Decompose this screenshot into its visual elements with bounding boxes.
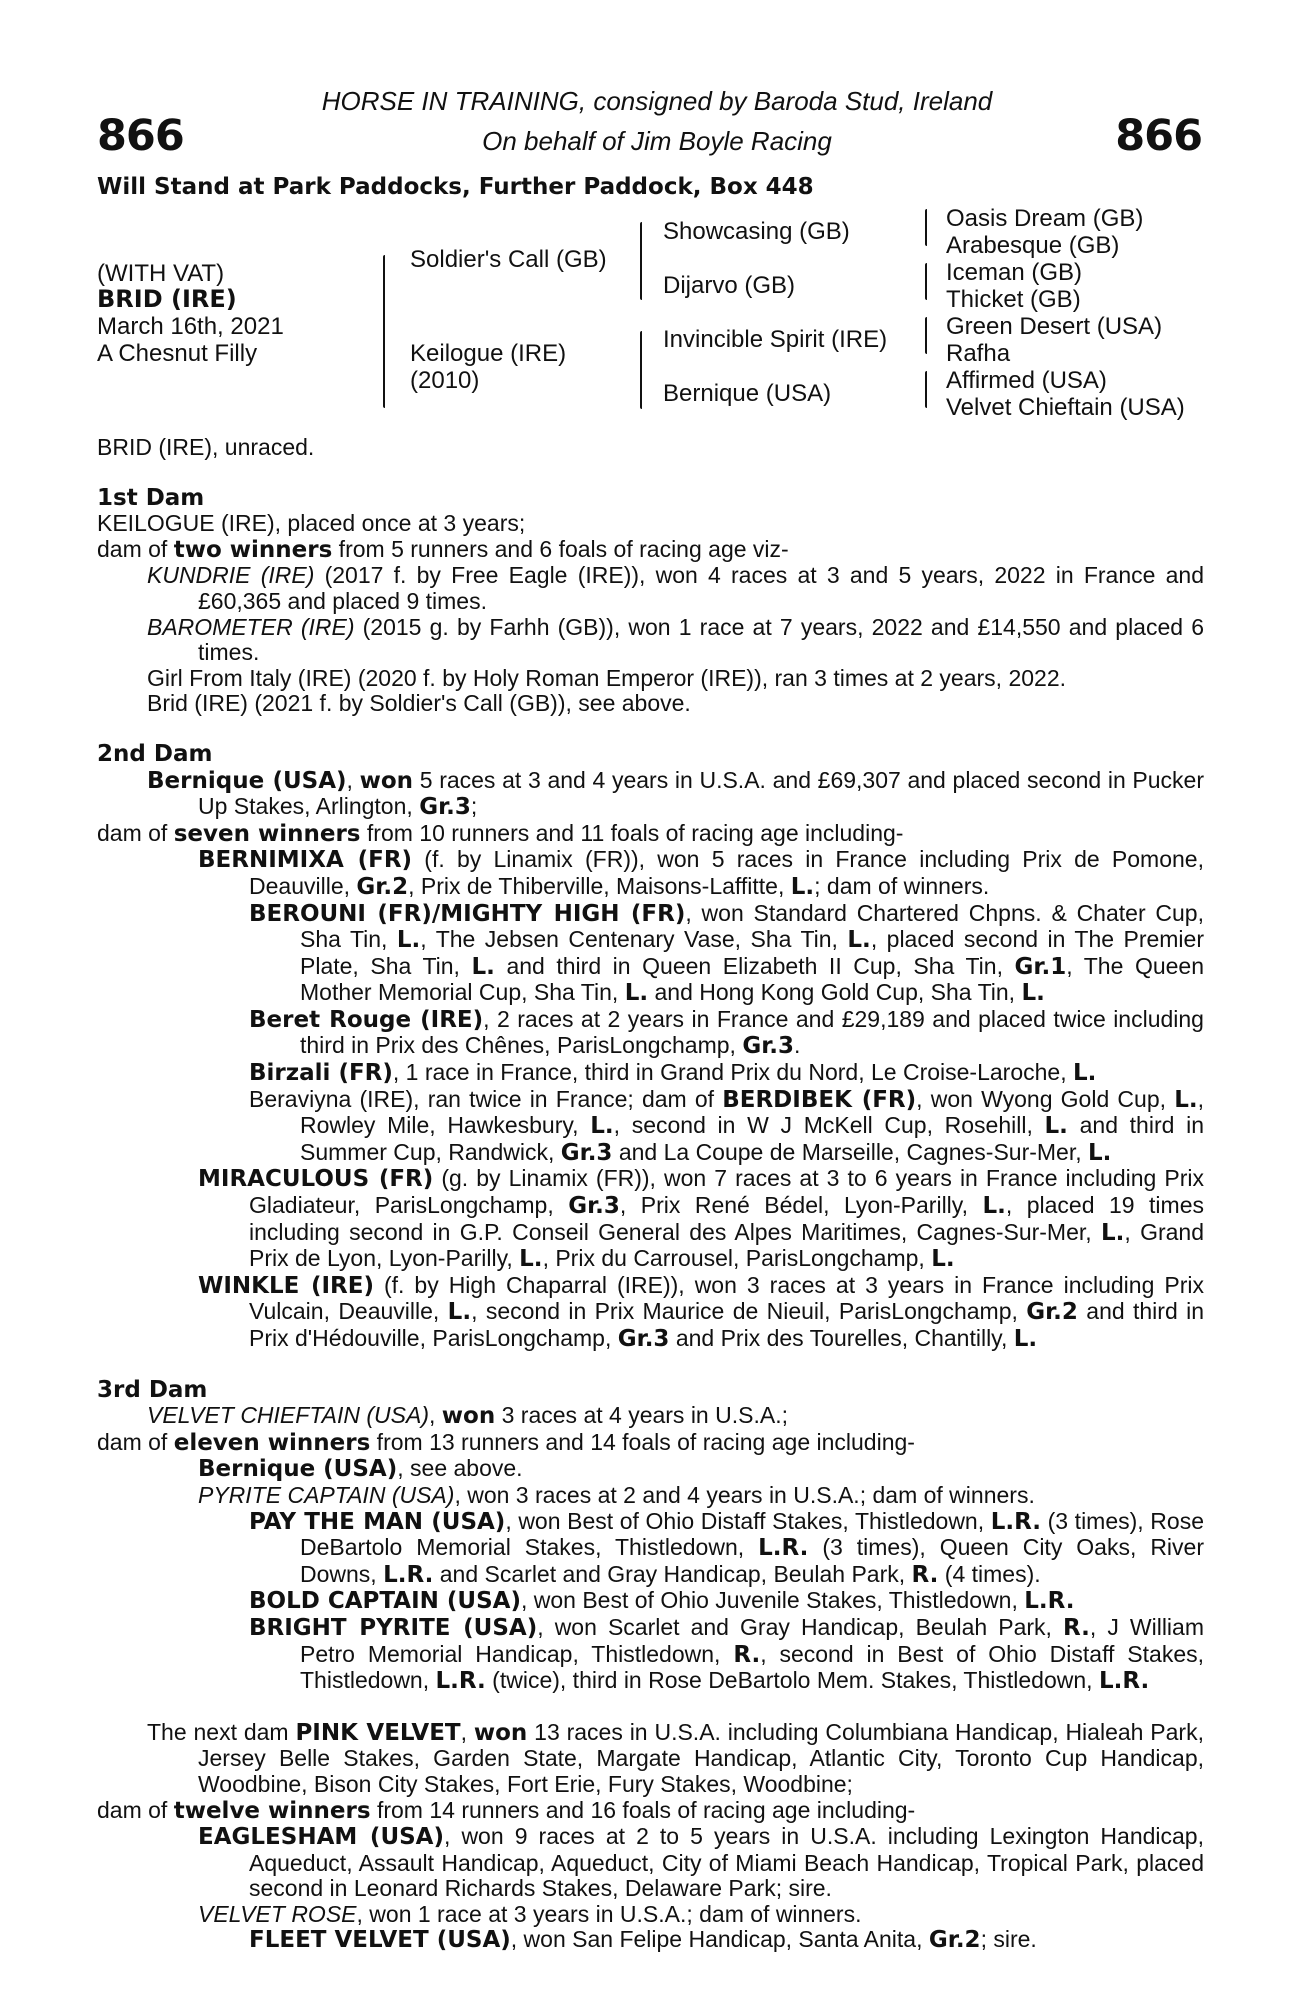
produce-bernique: Bernique (USA), see above. <box>198 1455 523 1483</box>
next-dam-produce-line: dam of twelve winners from 14 runners and 16 foals of racing age including- <box>97 1796 916 1824</box>
sire-sire: Showcasing (GB) <box>663 218 850 245</box>
sd-brace <box>925 263 927 300</box>
dam-dam: Bernique (USA) <box>663 380 832 407</box>
produce-pay-the-man: PAY THE MAN (USA), won Best of Ohio Distaff Stakes, Thistledown, L.R. (3 times), Rose DeBartolo Memorial Stakes, Thistledown, L.R. (3 times), Queen City Oaks, River Downs, L.R. and Scarlet and Gray Handicap, Beulah Park, R. (4 times). <box>249 1507 1204 1588</box>
second-dam-line: Bernique (USA), won 5 races at 3 and 4 years in U.S.A. and £69,307 and placed second in Pucker Up Stakes, Arlington, Gr.3; <box>147 766 1204 821</box>
ped-sds: Iceman (GB) <box>946 259 1083 286</box>
second-dam-produce-line: dam of seven winners from 10 runners and 11 foals of racing age including- <box>97 819 904 847</box>
unraced-line: BRID (IRE), unraced. <box>97 434 315 460</box>
ss-brace <box>925 209 927 246</box>
ped-ddd: Velvet Chieftain (USA) <box>946 394 1185 421</box>
first-dam-heading: 1st Dam <box>97 484 205 511</box>
produce-bright-pyrite: BRIGHT PYRITE (USA), won Scarlet and Gray Handicap, Beulah Park, R., J William Petro Memorial Handicap, Thistledown, R., second in Best of Ohio Distaff Stakes, Thistledown, L.R. (twice), third in Rose DeBartolo Mem. Stakes, Thistledown, L.R. <box>249 1613 1205 1695</box>
produce-berouni: BEROUNI (FR)/MIGHTY HIGH (FR), won Standard Chartered Chpns. & Chater Cup, Sha Tin, L., The Jebsen Centenary Vase, Sha Tin, L., placed second in The Premier Plate, Sha Tin, L. and third in Queen Elizabeth II Cup, Sha Tin, Gr.1, The Queen Mother Memorial Cup, Sha Tin, L. and Hong Kong Gold Cup, Sha Tin, L. <box>249 899 1204 1007</box>
ped-dss: Green Desert (USA) <box>946 313 1163 340</box>
third-dam-heading: 3rd Dam <box>97 1376 208 1403</box>
dam-parents-brace <box>640 331 642 409</box>
ped-dsd: Rafha <box>946 340 1011 367</box>
produce-barometer: BAROMETER (IRE) (2015 g. by Farhh (GB)), won 1 race at 7 years, 2022 and £14,550 and placed 6 times. <box>147 613 1204 666</box>
produce-velvet-rose: VELVET ROSE, won 1 race at 3 years in U.S.A.; dam of winners. <box>198 1900 862 1927</box>
produce-bernimixa: BERNIMIXA (FR) (f. by Linamix (FR)), won 5 races in France including Prix de Pomone, Deauville, Gr.2, Prix de Thiberville, Maisons-Laffitte, L.; dam of winners. <box>198 846 1204 900</box>
ped-sdd: Thicket (GB) <box>946 286 1081 313</box>
produce-birzali: Birzali (FR), 1 race in France, third in Grand Prix du Nord, Le Croise-Laroche, L. <box>249 1059 1097 1087</box>
sire: Soldier's Call (GB) <box>410 246 607 273</box>
produce-fleet-velvet: FLEET VELVET (USA), won San Felipe Handicap, Santa Anita, Gr.2; sire. <box>249 1926 1037 1954</box>
produce-girl-from-italy: Girl From Italy (IRE) (2020 f. by Holy Roman Emperor (IRE)), ran 3 times at 2 years, 2022. <box>147 664 1067 691</box>
behalf-line: On behalf of Jim Boyle Racing <box>482 126 832 156</box>
sire-parents-brace <box>640 222 642 300</box>
produce-kundrie: KUNDRIE (IRE) (2017 f. by Free Eagle (IRE)), won 4 races at 3 and 5 years, 2022 in France and £60,365 and placed 9 times. <box>147 562 1204 614</box>
produce-pyrite-captain: PYRITE CAPTAIN (USA), won 3 races at 2 and 4 years in U.S.A.; dam of winners. <box>198 1481 1035 1508</box>
produce-beraviyna: Beraviyna (IRE), ran twice in France; dam of BERDIBEK (FR), won Wyong Gold Cup, L., Rowley Mile, Hawkesbury, L., second in W J McKell Cup, Rosehill, L. and third in Summer Cup, Randwick, Gr.3 and La Coupe de Marseille, Cagnes-Sur-Mer, L. <box>249 1085 1204 1166</box>
next-dam-line: The next dam PINK VELVET, won 13 races in U.S.A. including Columbiana Handicap, Hialeah Park, Jersey Belle Stakes, Garden State, Margate Handicap, Atlantic City, Toronto Cup Handicap, Woodbine, Bison City Stakes, Fort Erie, Fury Stakes, Woodbine; <box>147 1718 1204 1797</box>
ped-dds: Affirmed (USA) <box>946 367 1107 394</box>
produce-winkle: WINKLE (IRE) (f. by High Chaparral (IRE)), won 3 races at 3 years in France including Prix Vulcain, Deauville, L., second in Prix Maurice de Nieuil, ParisLongchamp, Gr.2 and third in Prix d'Hédouville, ParisLongchamp, Gr.3 and Prix des Tourelles, Chantilly, L. <box>198 1271 1204 1352</box>
horse-dob: March 16th, 2021 <box>97 313 284 340</box>
sire-dam-brace <box>383 255 385 408</box>
produce-bold-captain: BOLD CAPTAIN (USA), won Best of Ohio Juvenile Stakes, Thistledown, L.R. <box>249 1587 1075 1615</box>
third-dam-line: VELVET CHIEFTAIN (USA), won 3 races at 4 years in U.S.A.; <box>147 1402 788 1430</box>
produce-beret-rouge: Beret Rouge (IRE), 2 races at 2 years in France and £29,189 and placed twice including third in Prix des Chênes, ParisLongchamp, Gr.3. <box>249 1005 1204 1060</box>
first-dam-line: KEILOGUE (IRE), placed once at 3 years; <box>97 510 526 537</box>
dd-brace <box>925 371 927 408</box>
produce-brid: Brid (IRE) (2021 f. by Soldier's Call (GB)), see above. <box>147 690 691 717</box>
ds-brace <box>925 317 927 354</box>
produce-eaglesham: EAGLESHAM (USA), won 9 races at 2 to 5 years in U.S.A. including Lexington Handicap, Aqueduct, Assault Handicap, Aqueduct, City of Miami Beach Handicap, Tropical Park, placed second in Leonard Richards Stakes, Delaware Park; sire. <box>198 1823 1204 1902</box>
lot-number-left: 866 <box>97 111 184 161</box>
ped-sss: Oasis Dream (GB) <box>946 205 1144 232</box>
first-dam-produce-line: dam of two winners from 5 runners and 6 foals of racing age viz- <box>97 535 789 563</box>
pedigree-notes <box>97 435 1204 1954</box>
sire-dam: Dijarvo (GB) <box>663 272 796 299</box>
lot-number-right: 866 <box>1115 111 1202 161</box>
dam: Keilogue (IRE) <box>410 340 567 367</box>
stand-location: Will Stand at Park Paddocks, Further Paddock, Box 448 <box>97 174 814 200</box>
horse-name <box>97 286 237 313</box>
vat-label: (WITH VAT) <box>97 260 225 287</box>
horse-name-text: BRID (IRE) <box>97 285 237 313</box>
dam-year: (2010) <box>410 367 480 394</box>
second-dam-heading: 2nd Dam <box>97 740 213 767</box>
consignor-line: HORSE IN TRAINING, consigned by Baroda Stud, Ireland <box>321 86 993 116</box>
third-dam-produce-line: dam of eleven winners from 13 runners and 14 foals of racing age including- <box>97 1428 915 1456</box>
produce-miraculous: MIRACULOUS (FR) (g. by Linamix (FR)), won 7 races at 3 to 6 years in France including Prix Gladiateur, ParisLongchamp, Gr.3, Prix René Bédel, Lyon-Parilly, L., placed 19 times including second in G.P. Conseil General des Alpes Maritimes, Cagnes-Sur-Mer, L., Grand Prix de Lyon, Lyon-Parilly, L., Prix du Carrousel, ParisLongchamp, L. <box>198 1165 1205 1273</box>
horse-description: A Chesnut Filly <box>97 340 258 367</box>
dam-sire: Invincible Spirit (IRE) <box>663 326 888 353</box>
ped-ssd: Arabesque (GB) <box>946 232 1120 259</box>
